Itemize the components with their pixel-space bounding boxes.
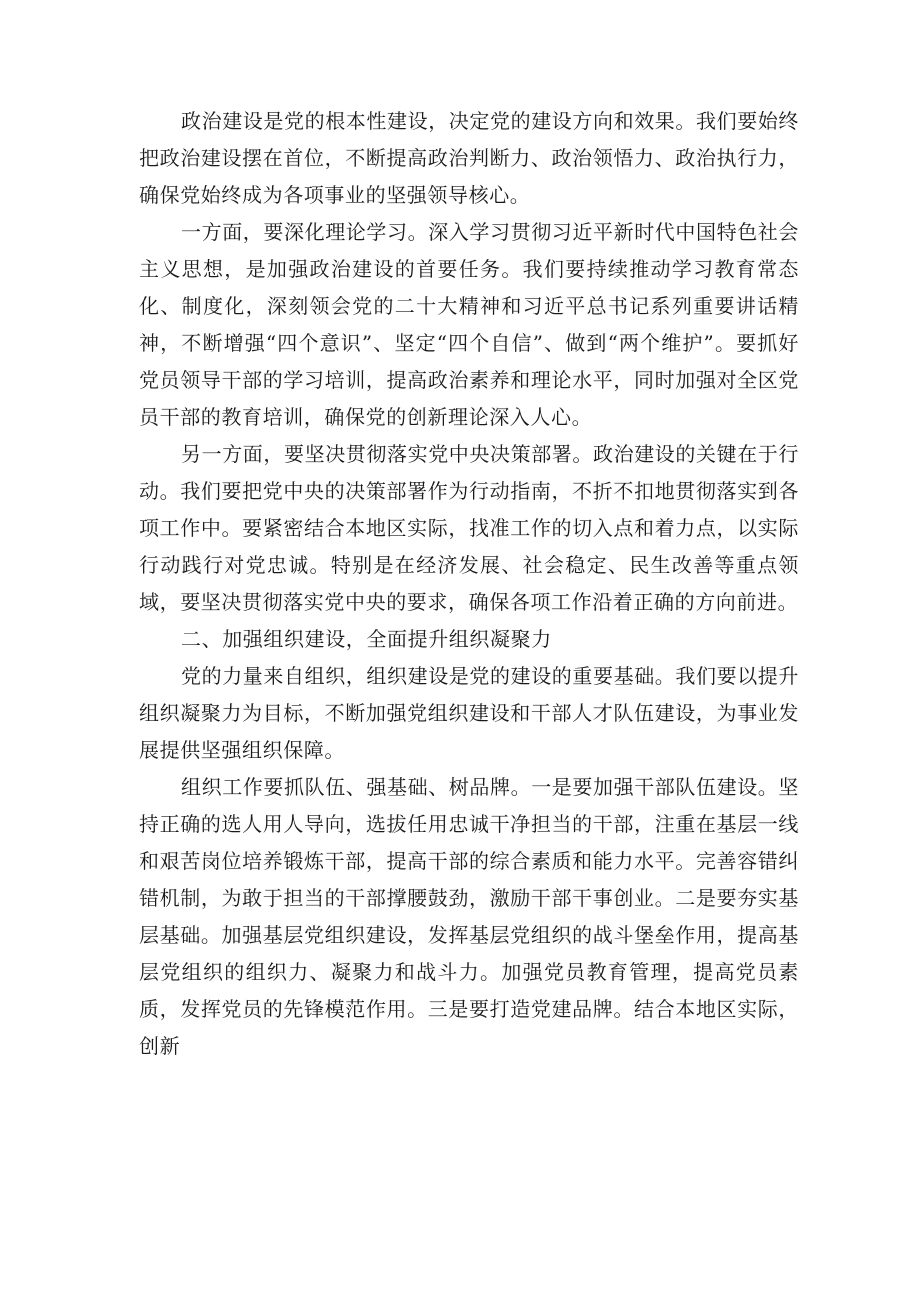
section-heading-organization: 二、加强组织建设，全面提升组织凝聚力 — [181, 627, 552, 651]
paragraph-implement-decisions: 另一方面，要坚决贯彻落实党中央决策部署。政治建设的关键在于行动。我们要把党中央的决策部署作为行动指南，不折不扣地贯彻落实到各项工作中。要紧密结合本地区实际，找准工作的切入点和着力点，以实际行动践行对党忠诚。特别是在经济发展、社会稳定、民生改善等重点领域，要坚决贯彻落实党中央的要求，确保各项工作沿着正确的方向前进。 — [139, 442, 799, 614]
paragraph-organization-work: 组织工作要抓队伍、强基础、树品牌。一是要加强干部队伍建设。坚持正确的选人用人导向，选拔任用忠诚干净担当的干部，注重在基层一线和艰苦岗位培养锻炼干部，提高干部的综合素质和能力水平。完善容错纠错机制，为敢于担当的干部撑腰鼓劲，激励干部干事创业。二是要夯实基层基础。加强基层党组织建设，发挥基层党组织的战斗堡垒作用，提高基层党组织的组织力、凝聚力和战斗力。加强党员教育管理，提高党员素质，发挥党员的先锋模范作用。三是要打造党建品牌。结合本地区实际，创新 — [139, 775, 799, 1058]
document-body — [139, 103, 799, 1065]
paragraph-theory-study: 一方面，要深化理论学习。深入学习贯彻习近平新时代中国特色社会主义思想，是加强政治建设的首要任务。我们要持续推动学习教育常态化、制度化，深刻领会党的二十大精神和习近平总书记系列重要讲话精神，不断增强“四个意识”、坚定“四个自信”、做到“两个维护”。要抓好党员领导干部的学习培训，提高政治素养和理论水平，同时加强对全区党员干部的教育培训，确保党的创新理论深入人心。 — [139, 220, 799, 429]
paragraph-organization-strength: 党的力量来自组织，组织建设是党的建设的重要基础。我们要以提升组织凝聚力为目标，不断加强党组织建设和干部人才队伍建设，为事业发展提供坚强组织保障。 — [139, 664, 799, 762]
paragraph-political-construction: 政治建设是党的根本性建设，决定党的建设方向和效果。我们要始终把政治建设摆在首位，不断提高政治判断力、政治领悟力、政治执行力，确保党始终成为各项事业的坚强领导核心。 — [139, 109, 799, 207]
